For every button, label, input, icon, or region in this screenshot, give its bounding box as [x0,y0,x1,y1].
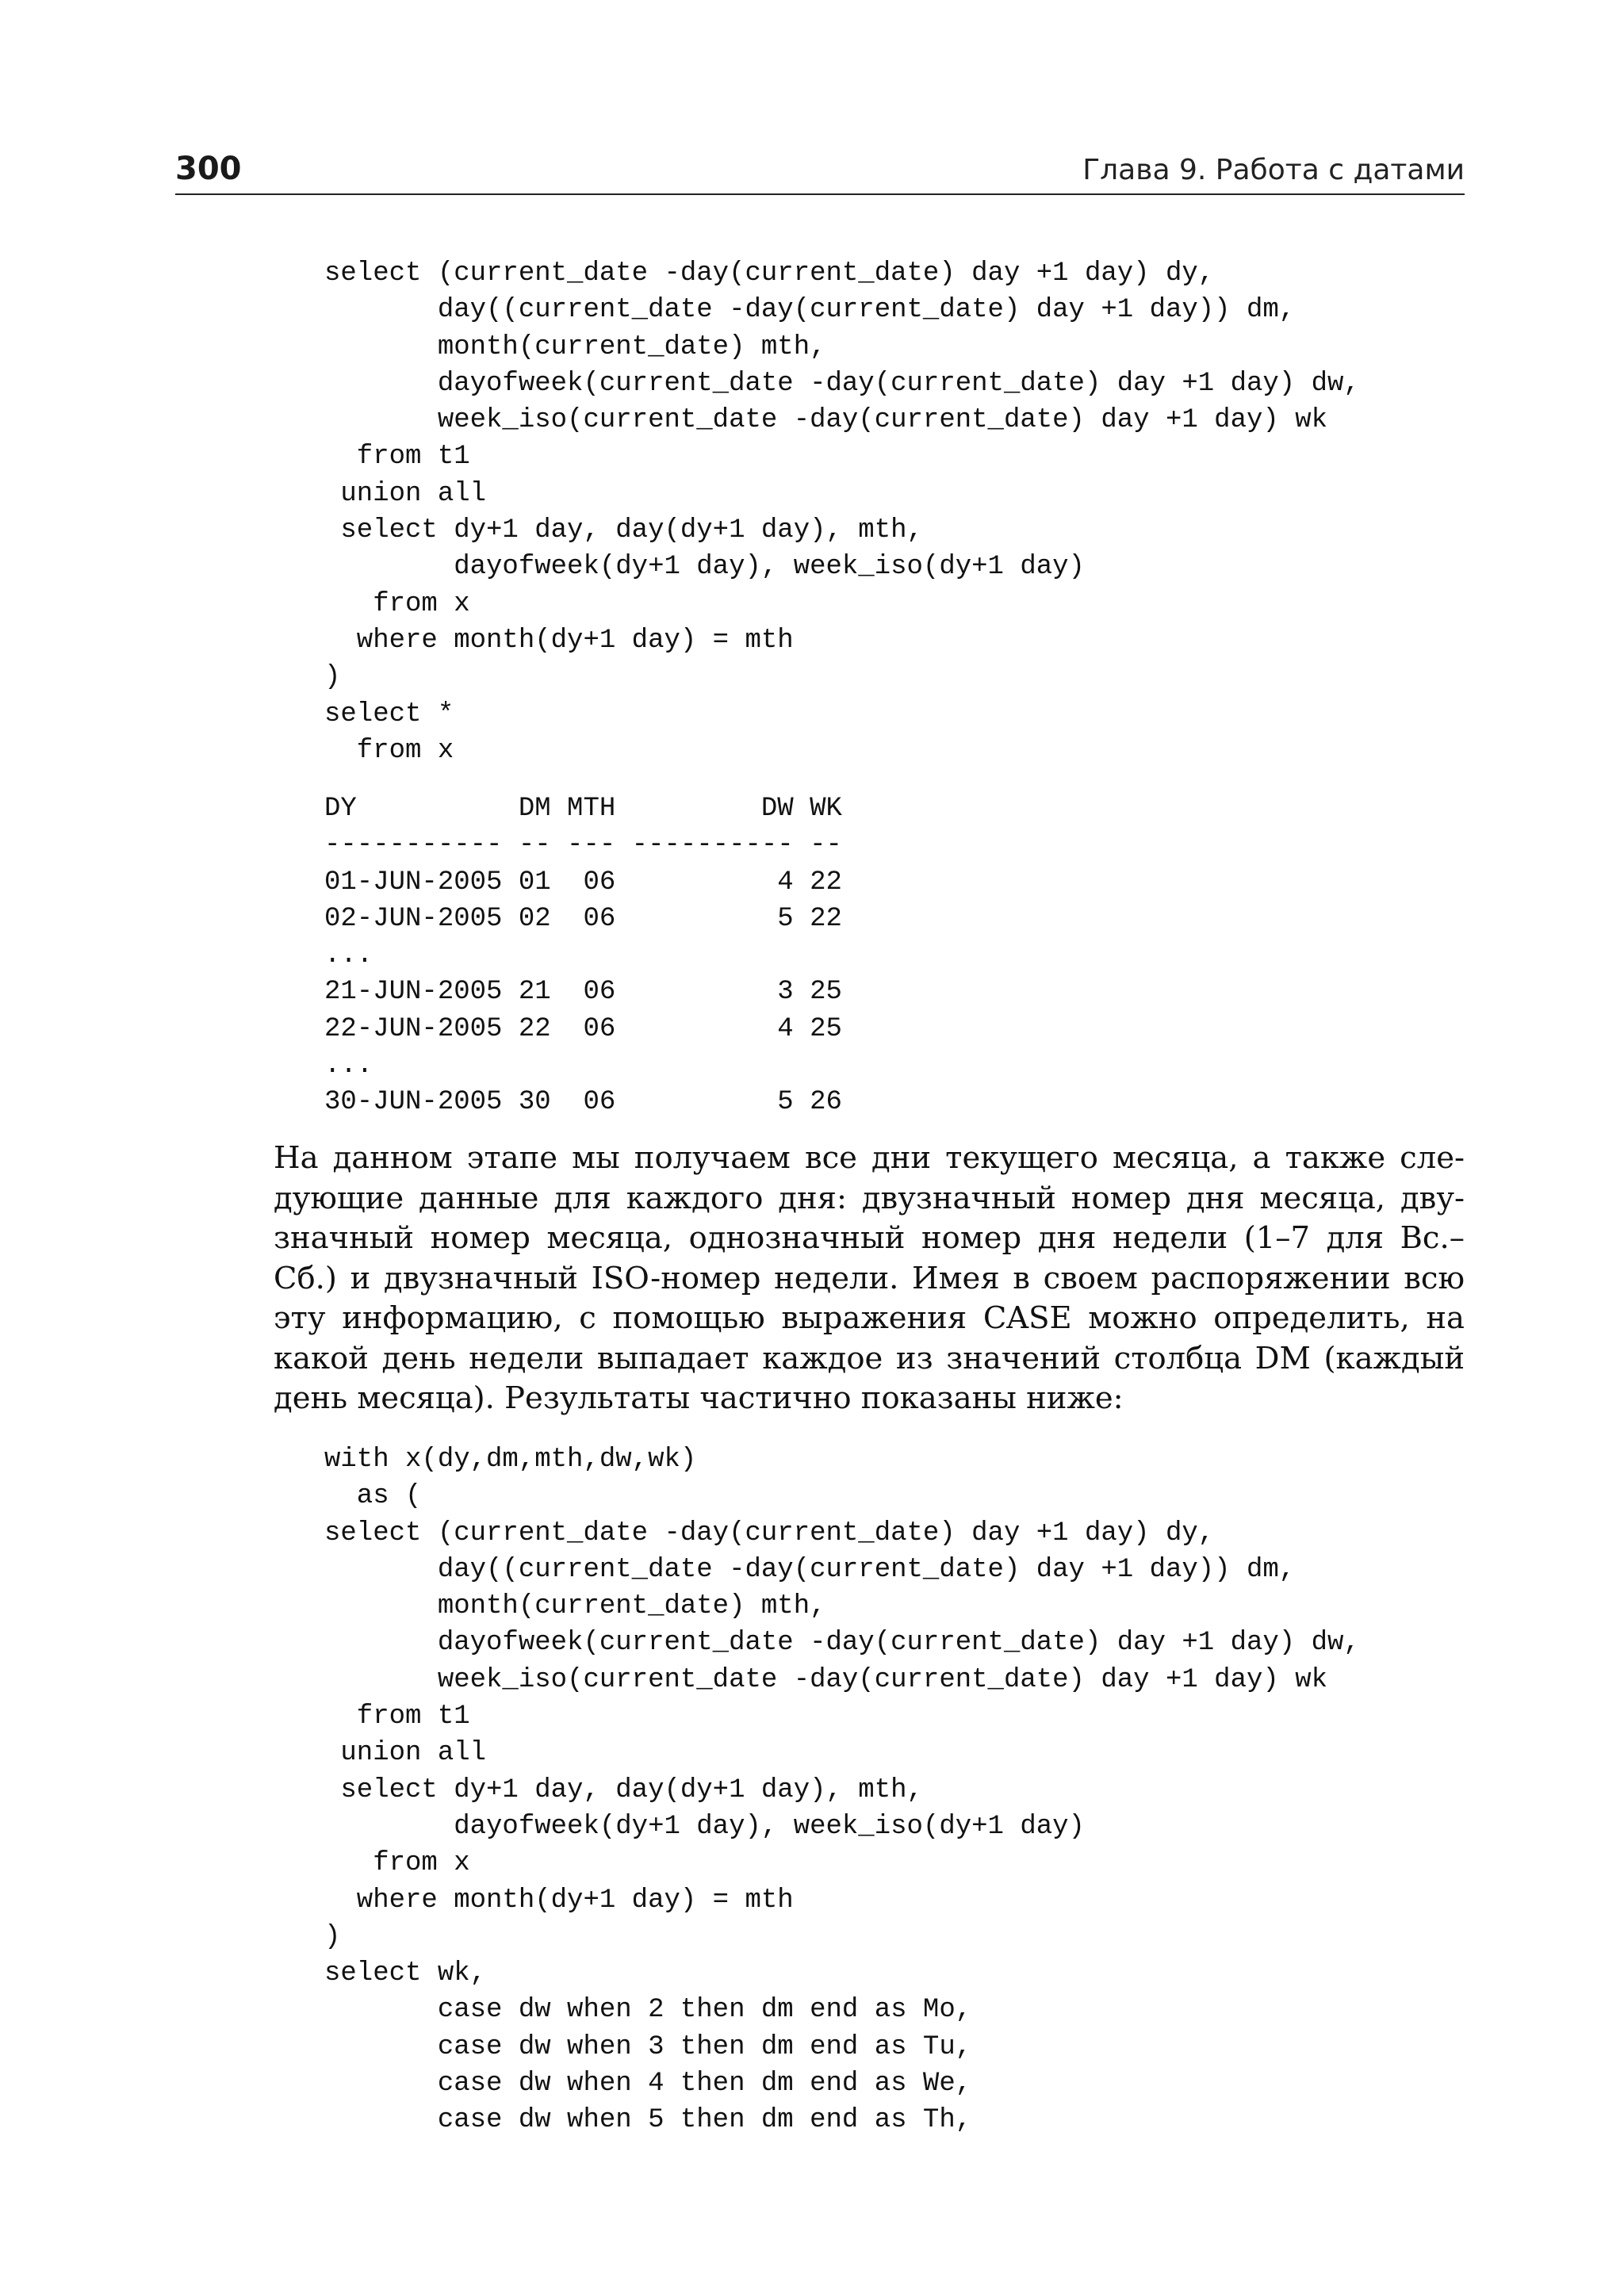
result-table-row: ... [324,940,373,971]
code-line: ) [324,1921,341,1952]
code-line: union all [324,478,487,509]
code-line: with x(dy,dm,mth,dw,wk) [324,1445,697,1475]
code-line: from x [324,588,470,619]
code-line: from t1 [324,1702,470,1732]
code-line: select dy+1 day, day(dy+1 day), mth, [324,515,923,546]
code-line: case dw when 5 then dm end as Th, [324,2105,972,2136]
result-table-separator: ----------- -- --- ---------- -- [324,830,842,861]
code-line: dayofweek(dy+1 day), week_iso(dy+1 day) [324,1811,1085,1842]
paragraph-line: какой день недели выпадает каждое из значений столбца DM (каждый [274,1340,1465,1376]
code-line: day((current_date -day(current_date) day +1 day)) dm, [324,295,1296,326]
code-line: from x [324,1848,470,1879]
code-line: case dw when 4 then dm end as We, [324,2069,972,2100]
code-line: where month(dy+1 day) = mth [324,625,794,656]
paragraph-line: эту информацию, с помощью выражения CASE можно определить, на [274,1300,1465,1336]
code-line: select wk, [324,1958,487,1989]
page-header [175,149,1465,195]
paragraph-line: дующие данные для каждого дня: двузначный номер дня месяца, дву- [274,1180,1465,1216]
paragraph-line: Сб.) и двузначный ISO-номер недели. Имея в своем распоряжении всю [274,1260,1465,1296]
paragraph-line: На данном этапе мы получаем все дни текущего месяца, а также сле- [274,1140,1465,1176]
paragraph-line: день месяца). Результаты частично показаны ниже: [274,1380,1124,1416]
code-line: month(current_date) mth, [324,1591,826,1622]
page-number: 300 [175,151,242,187]
code-line: day((current_date -day(current_date) day +1 day)) dm, [324,1554,1296,1585]
running-title: Глава 9. Работа с датами [1082,154,1465,186]
code-block-2 [324,1441,1360,2139]
code-line: month(current_date) mth, [324,331,826,362]
result-table-row: ... [324,1051,373,1081]
code-line: week_iso(current_date -day(current_date) day +1 day) wk [324,405,1328,436]
result-table-row: 02-JUN-2005 02 06 5 22 [324,903,842,934]
code-line: week_iso(current_date -day(current_date) day +1 day) wk [324,1664,1328,1695]
code-line: select * [324,699,454,729]
code-line: from t1 [324,442,470,473]
code-line: select (current_date -day(current_date) day +1 day) dy, [324,1518,1215,1548]
paragraph-line: значный номер месяца, однозначный номер дня недели (1–7 для Вс.– [274,1220,1465,1256]
code-line: union all [324,1738,487,1769]
result-table-row: 30-JUN-2005 30 06 5 26 [324,1087,842,1118]
body-paragraph [274,1139,1465,1419]
code-line: dayofweek(current_date -day(current_date) day +1 day) dw, [324,1628,1360,1659]
code-line: from x [324,735,454,766]
code-line: select dy+1 day, day(dy+1 day), mth, [324,1774,923,1805]
code-line: dayofweek(current_date -day(current_date) day +1 day) dw, [324,368,1360,399]
code-line: where month(dy+1 day) = mth [324,1885,794,1916]
code-line: case dw when 3 then dm end as Tu, [324,2031,972,2062]
code-block-1 [324,255,1360,769]
result-table-row: 21-JUN-2005 21 06 3 25 [324,977,842,1008]
code-line: case dw when 2 then dm end as Mo, [324,1995,972,2026]
result-table [324,790,842,1121]
code-line: dayofweek(dy+1 day), week_iso(dy+1 day) [324,552,1085,583]
code-line: ) [324,662,341,693]
result-table-header: DY DM MTH DW WK [324,794,842,824]
result-table-row: 22-JUN-2005 22 06 4 25 [324,1013,842,1044]
code-line: select (current_date -day(current_date) day +1 day) dy, [324,258,1215,289]
code-line: as ( [324,1481,422,1512]
result-table-row: 01-JUN-2005 01 06 4 22 [324,867,842,898]
